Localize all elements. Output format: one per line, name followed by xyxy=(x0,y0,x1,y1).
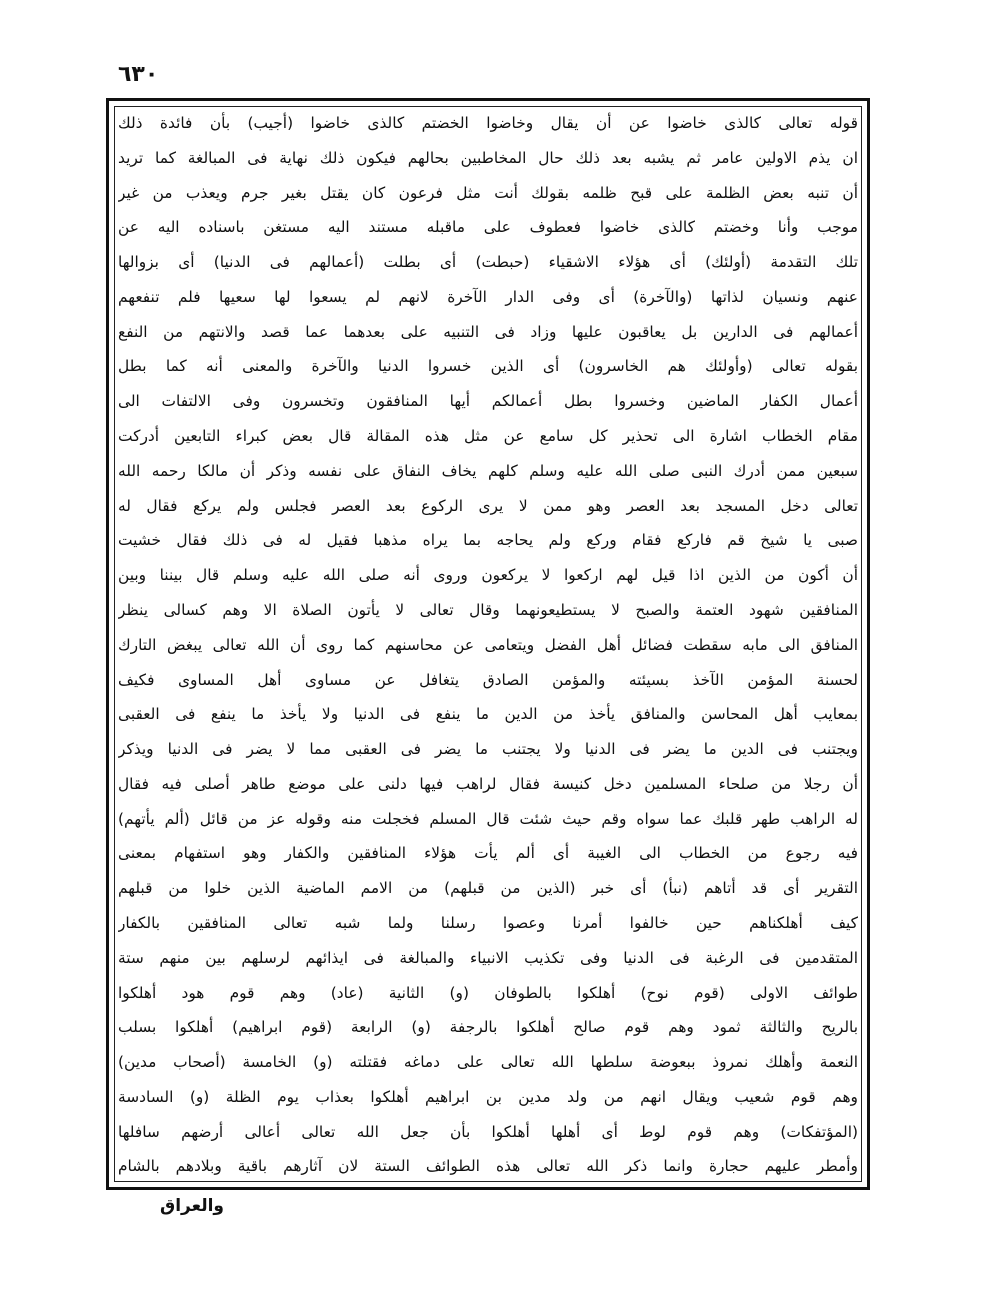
text-line: النعمة وأهلك نمروذ ببعوضة سلطها الله تعالى على دماغه فقتلته (و) الخامسة (أصحاب مدين) xyxy=(118,1053,858,1072)
text-line: ان يذم الاولين عامر ثم يشبه بعد ذلك حال المخاطبين بحالهم فيكون ذلك نهاية فى المبالغة كما تريد xyxy=(118,148,858,167)
text-line: مقام الخطاب اشارة الى تحذير كل سامع عن مثل هذه المقالة قال بعض كبراء التابعين أدركت xyxy=(118,427,858,446)
text-line: له الراهب طهر قلبك عما سواه وقم حيث شئت قال المسلم فخجلت منه وقوله عز من قائل (ألم يأتهم) xyxy=(118,809,858,828)
text-line: لحسنة المؤمن الآخذ بسيئته والمؤمن الصادق يتغافل عن مساوى أهل المساوى فكيف xyxy=(118,670,858,689)
text-line: طوائف الاولى (قوم نوح) أهلكوا بالطوفان (و) الثانية (عاد) وهم قوم هود أهلكوا xyxy=(118,983,858,1002)
text-line: سبعين ممن أدرك النبى صلى الله عليه وسلم كلهم يخاف النفاق على نفسه وذكر أن مالكا رحمه الله xyxy=(118,461,858,480)
text-line: أعمال الكفار الماضين وخسروا بطل أعمالكم أيها المنافقون وتخسرون وفى الالتفات الى xyxy=(118,392,858,411)
main-text-block xyxy=(118,112,858,1178)
text-line: المنافقين شهود العتمة والصبح لا يستطيعونهما وقال تعالى لا يأتون الصلاة الا وهم كسالى ينظر xyxy=(118,600,858,619)
text-line: أن أكون من الذين اذا قيل لهم اركعوا لا يركعون وروى أنه صلى الله عليه وسلم قال بيننا وبين xyxy=(118,566,858,585)
text-line: المتقدمين فى الرغبة فى الدنيا وفى تكذيب الانبياء والمبالغة فى ايذائهم لرسلهم بين منهم ستة xyxy=(118,948,858,967)
text-line: صبى يا شيخ قم فاركع فقام وركع ولم يحاجه بما يراه مذهبا فقيل له فى ذلك فقال خشيت xyxy=(118,531,858,550)
text-line: بمعايب أهل المحاسن والمنافق يأخذ من الدين ما ينفع فى الدنيا ولا يأخذ ما ينفع فى العقبى xyxy=(118,705,858,724)
text-line: بقوله تعالى (وأولئك هم الخاسرون) أى الذين خسروا الدنيا والآخرة والمعنى أنه كما بطل xyxy=(118,357,858,376)
text-line: أن تنبه بعض الظلمة على قبح ظلمه بقولك أنت مثل فرعون كان يقتل بغير جرم ويعذب من غير xyxy=(118,183,858,202)
text-line: أن رجلا من صلحاء المسلمين دخل كنيسة فقال لراهب فيها دلنى على موضع طاهر أصلى فيه فقال xyxy=(118,774,858,793)
text-line: قوله تعالى كالذى خاضوا عن أن يقال وخاضوا الخضتم كالذى خاضوا (أجيب) بأن فائدة ذلك xyxy=(118,114,858,132)
text-line: بالريح والثالثة ثمود وهم قوم صالح أهلكوا بالرجفة (و) الرابعة (قوم ابراهيم) أهلكوا بسلب xyxy=(118,1018,858,1037)
text-line: ويجتنب فى الدين ما يضر فى الدنيا ولا يجتنب ما يضر فى العقبى مما لا يضر فى الدنيا ويذكر xyxy=(118,740,858,759)
text-line: موجب وأنا وخضتم كالذى خاضوا فعطوف على ماقبله مستند اليه مستغن باسناده اليه عن xyxy=(118,218,858,237)
text-line: أعمالهم فى الدارين بل يعاقبون عليها وزاد فى التنبيه على بعدهما عما قصد والانتهم من النفع xyxy=(118,322,858,341)
catchword: والعراق xyxy=(160,1196,224,1216)
text-line: التقرير أى قد أتاهم (نبأ) أى خبر (الذين من قبلهم) من الامم الماضية الذين خلوا من قبلهم xyxy=(118,879,858,898)
text-line: المنافق الى مابه سقطت فضائل أهل الفضل ويتعامى عن محاسنهم كما روى أن الله تعالى يبغض التارك xyxy=(118,635,858,654)
text-line: وأمطر عليهم حجارة وانما ذكر الله تعالى هذه الطوائف الستة لان آثارهم باقية وبلادهم بالشام xyxy=(118,1157,858,1176)
text-line: كيف أهلكناهم حين خالفوا أمرنا وعصوا رسلنا ولما شبه تعالى المنافقين بالكفار xyxy=(118,913,858,932)
text-line: وهم قوم شعيب ويقال انهم من ولد مدين بن ابراهيم أهلكوا بعذاب يوم الظلة (و) السادسة xyxy=(118,1087,858,1106)
page-number: ٦٣٠ xyxy=(118,62,159,87)
text-line: تعالى دخل المسجد بعد العصر وهو ممن لا يرى الركوع بعد العصر فجلس ولم يركع فقال له xyxy=(118,496,858,515)
text-line: عنهم ونسيان لذاتها (والآخرة) أى وفى الدار الآخرة لانهم لم يسعوا لها سعيها فلم تنفعهم xyxy=(118,287,858,306)
text-line: فيه رجوع من الخطاب الى الغيبة أى ألم يأت هؤلاء المنافقين والكفار وهو استفهام بمعنى xyxy=(118,844,858,863)
text-line: (المؤتفكات) وهم قوم لوط أى أهلها أهلكوا بأن جعل الله تعالى أعالى أرضهم سافلها xyxy=(118,1122,858,1141)
text-line: تلك التقدمة (أولئك) أى هؤلاء الاشقياء (حبطت) أى بطلت (أعمالهم فى الدنيا) أى بزوالها xyxy=(118,253,858,272)
